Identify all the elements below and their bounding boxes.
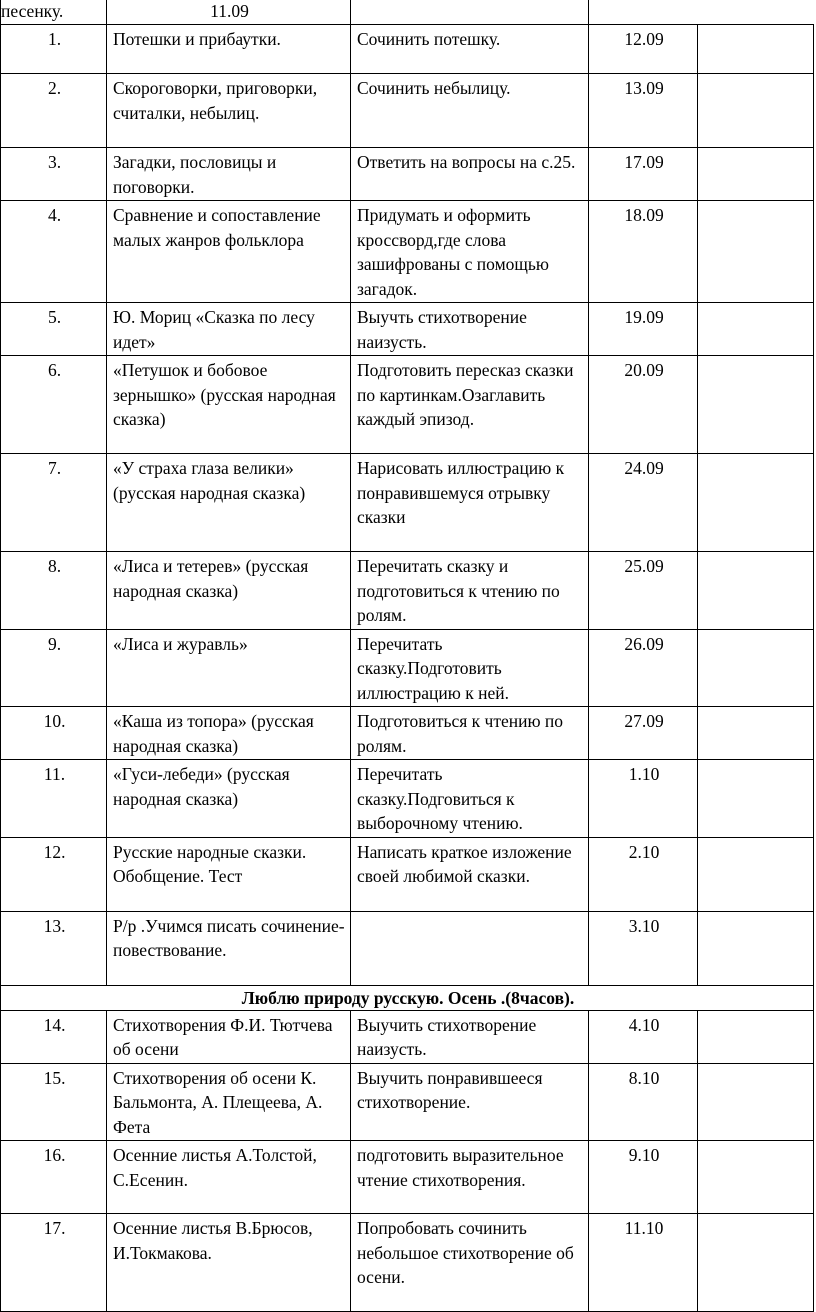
lesson-notes — [698, 148, 814, 201]
lesson-date: 3.10 — [589, 911, 698, 985]
table-row — [1, 707, 814, 760]
table-row — [1, 454, 814, 552]
lesson-number: 12. — [1, 837, 107, 911]
lesson-date: 1.10 — [589, 760, 698, 838]
lesson-topic: Ю. Мориц «Сказка по лесу идет» — [107, 303, 351, 356]
lesson-homework: Выучить стихотворение наизусть. — [351, 1010, 589, 1063]
lesson-topic: «Гуси-лебеди» (русская народная сказка) — [107, 760, 351, 838]
lesson-number: 6. — [1, 356, 107, 454]
lesson-notes — [698, 25, 814, 74]
lesson-topic: Потешки и прибаутки. — [107, 25, 351, 74]
table-row — [1, 1141, 814, 1214]
lesson-number: 4. — [1, 201, 107, 303]
lesson-homework: подготовить выразительное чтение стихотворения. — [351, 1141, 589, 1214]
lesson-date: 17.09 — [589, 148, 698, 201]
lesson-notes — [698, 303, 814, 356]
lesson-date: 20.09 — [589, 356, 698, 454]
lesson-date: 12.09 — [589, 25, 698, 74]
lesson-homework: Выучить понравившееся стихотворение. — [351, 1063, 589, 1141]
lesson-notes — [698, 1141, 814, 1214]
lesson-number: 8. — [1, 552, 107, 630]
lesson-topic: «У страха глаза велики» (русская народная сказка) — [107, 454, 351, 552]
section-header-row — [1, 985, 814, 1010]
lesson-topic: Скороговорки, приговорки, считалки, небылиц. — [107, 74, 351, 148]
lesson-number: 1. — [1, 25, 107, 74]
continuation-text: песенку. — [1, 0, 107, 25]
lesson-number: 14. — [1, 1010, 107, 1063]
lesson-notes — [698, 1214, 814, 1312]
lesson-date: 26.09 — [589, 629, 698, 707]
continuation-empty-cell — [351, 0, 589, 25]
table-row — [1, 760, 814, 838]
lesson-number: 5. — [1, 303, 107, 356]
lesson-number: 9. — [1, 629, 107, 707]
lesson-number: 15. — [1, 1063, 107, 1141]
lesson-date: 25.09 — [589, 552, 698, 630]
lesson-number: 10. — [1, 707, 107, 760]
lesson-notes — [698, 74, 814, 148]
table-row — [1, 74, 814, 148]
table-row-continuation — [1, 0, 814, 25]
lesson-notes — [698, 201, 814, 303]
lesson-topic: Осенние листья В.Брюсов, И.Токмакова. — [107, 1214, 351, 1312]
lesson-topic: Стихотворения об осени К. Бальмонта, А. Плещеева, А. Фета — [107, 1063, 351, 1141]
lesson-notes — [698, 911, 814, 985]
lesson-homework: Подготовить пересказ сказки по картинкам.Озаглавить каждый эпизод. — [351, 356, 589, 454]
lesson-number: 11. — [1, 760, 107, 838]
lesson-notes — [698, 552, 814, 630]
lesson-topic: «Лиса и журавль» — [107, 629, 351, 707]
table-row — [1, 629, 814, 707]
lesson-date: 8.10 — [589, 1063, 698, 1141]
lesson-notes — [698, 760, 814, 838]
lesson-topic: Стихотворения Ф.И. Тютчева об осени — [107, 1010, 351, 1063]
lesson-homework: Написать краткое изложение своей любимой сказки. — [351, 837, 589, 911]
lesson-topic: Загадки, пословицы и поговорки. — [107, 148, 351, 201]
table-row — [1, 201, 814, 303]
lesson-notes — [698, 837, 814, 911]
lesson-topic: «Лиса и тетерев» (русская народная сказка) — [107, 552, 351, 630]
table-row — [1, 25, 814, 74]
table-row — [1, 1214, 814, 1312]
lesson-topic: Русские народные сказки. Обобщение. Тест — [107, 837, 351, 911]
lesson-date: 19.09 — [589, 303, 698, 356]
lesson-homework: Ответить на вопросы на с.25. — [351, 148, 589, 201]
lesson-number: 16. — [1, 1141, 107, 1214]
table-row — [1, 1010, 814, 1063]
lesson-date: 27.09 — [589, 707, 698, 760]
table-row — [1, 911, 814, 985]
lesson-date: 2.10 — [589, 837, 698, 911]
table-row — [1, 837, 814, 911]
lesson-topic: Р/р .Учимся писать сочинение-повествование. — [107, 911, 351, 985]
lesson-homework: Перечитать сказку и подготовиться к чтению по ролям. — [351, 552, 589, 630]
lesson-topic: «Каша из топора» (русская народная сказка) — [107, 707, 351, 760]
lesson-homework: Нарисовать иллюстрацию к понравившемуся отрывку сказки — [351, 454, 589, 552]
lesson-notes — [698, 1063, 814, 1141]
lesson-date: 24.09 — [589, 454, 698, 552]
lesson-number: 13. — [1, 911, 107, 985]
lesson-date: 13.09 — [589, 74, 698, 148]
lesson-notes — [698, 356, 814, 454]
lesson-number: 3. — [1, 148, 107, 201]
table-row — [1, 1063, 814, 1141]
lesson-homework: Перечитать сказку.Подговиться к выборочному чтению. — [351, 760, 589, 838]
lesson-number: 7. — [1, 454, 107, 552]
lesson-topic: Сравнение и сопоставление малых жанров фольклора — [107, 201, 351, 303]
section-title: Люблю природу русскую. Осень .(8часов). — [1, 985, 814, 1010]
table-row — [1, 552, 814, 630]
table-row — [1, 303, 814, 356]
lesson-homework: Подготовиться к чтению по ролям. — [351, 707, 589, 760]
lesson-date: 11.10 — [589, 1214, 698, 1312]
lesson-number: 17. — [1, 1214, 107, 1312]
table-row — [1, 148, 814, 201]
lesson-homework: Сочинить потешку. — [351, 25, 589, 74]
lesson-number: 2. — [1, 74, 107, 148]
continuation-date: 11.09 — [107, 0, 351, 25]
lesson-notes — [698, 707, 814, 760]
lesson-notes — [698, 629, 814, 707]
lesson-homework: Придумать и оформить кроссворд,где слова зашифрованы с помощью загадок. — [351, 201, 589, 303]
lesson-date: 18.09 — [589, 201, 698, 303]
lesson-notes — [698, 1010, 814, 1063]
lesson-homework: Выучть стихотворение наизусть. — [351, 303, 589, 356]
lesson-topic: Осенние листья А.Толстой, С.Есенин. — [107, 1141, 351, 1214]
lesson-plan-body — [1, 0, 814, 1312]
lesson-homework — [351, 911, 589, 985]
lesson-homework: Сочинить небылицу. — [351, 74, 589, 148]
lesson-date: 9.10 — [589, 1141, 698, 1214]
lesson-date: 4.10 — [589, 1010, 698, 1063]
continuation-blank — [589, 0, 814, 25]
lesson-notes — [698, 454, 814, 552]
lesson-homework: Перечитать сказку.Подготовить иллюстрацию к ней. — [351, 629, 589, 707]
lesson-homework: Попробовать сочинить небольшое стихотворение об осени. — [351, 1214, 589, 1312]
lesson-topic: «Петушок и бобовое зернышко» (русская народная сказка) — [107, 356, 351, 454]
table-row — [1, 356, 814, 454]
